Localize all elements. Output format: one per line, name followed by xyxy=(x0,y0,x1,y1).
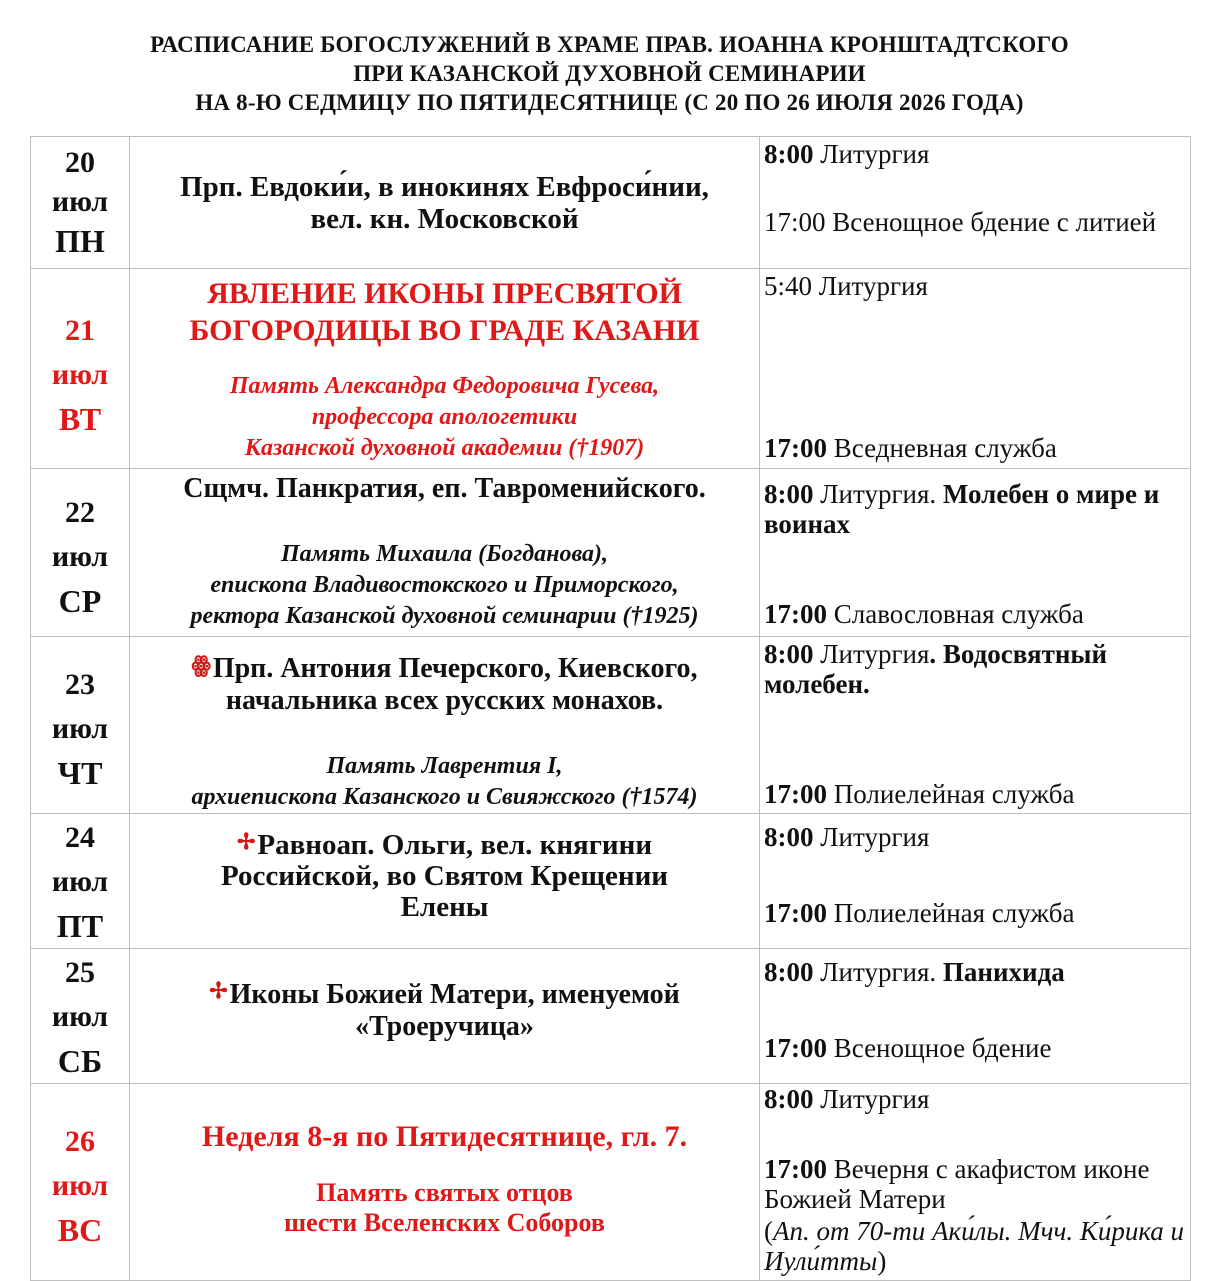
services-cell xyxy=(760,814,1191,949)
date-cell xyxy=(31,469,130,637)
service-evening: 17:00 Вечерня с акафистом иконе Божией Матери xyxy=(764,1154,1150,1214)
rank-symbol-icon: ꙮ xyxy=(191,652,211,677)
memory-line: ректора Казанской духовной семинарии (†1925) xyxy=(190,603,699,629)
services-cell xyxy=(760,137,1191,269)
feast-cell xyxy=(130,637,760,814)
month-label: июл xyxy=(51,540,109,573)
feast-title-line: Неделя 8-я по Пятидесятнице, гл. 7. xyxy=(201,1120,688,1153)
table-row-day-24 xyxy=(31,814,1191,949)
weekday-label: ПН xyxy=(55,223,105,259)
feast-title-line: Сщмч. Панкратия, еп. Тавроменийского. xyxy=(183,473,706,504)
day-number: 25 xyxy=(65,956,95,989)
table-row-day-21 xyxy=(31,269,1191,469)
weekday-label: ВС xyxy=(57,1212,103,1248)
cross-icon: ✢ xyxy=(236,829,256,854)
feast-title-line: ЯВЛЕНИЕ ИКОНЫ ПРЕСВЯТОЙ xyxy=(207,277,682,310)
feast-title-line: Прп. Евдоки́и, в инокинях Евфроси́нии, xyxy=(180,171,709,203)
memory-line: Казанской духовной академии (†1907) xyxy=(244,435,645,461)
service-evening: 17:00 Всенощное бдение с литией xyxy=(764,207,1157,237)
memory-line: Память святых отцов xyxy=(316,1178,573,1207)
service-morning: 8:00 Литургия xyxy=(764,139,930,169)
feast-title-line: начальника всех русских монахов. xyxy=(225,685,664,716)
feast-title-line: БОГОРОДИЦЫ ВО ГРАДЕ КАЗАНИ xyxy=(189,314,700,347)
feast-cell xyxy=(130,269,760,469)
weekday-label: СБ xyxy=(57,1043,103,1079)
date-cell xyxy=(31,637,130,814)
feast-title-line: ✢Равноап. Ольги, вел. княгини xyxy=(130,830,759,861)
day-number: 21 xyxy=(65,314,95,347)
header-line-3: НА 8-Ю СЕДМИЦУ ПО ПЯТИДЕСЯТНИЦЕ (С 20 ПО 26 ИЮЛЯ 2026 ГОДА) xyxy=(195,90,1024,115)
feast-cell xyxy=(130,814,760,949)
feast-title-line: ✢Иконы Божией Матери, именуемой xyxy=(130,979,759,1011)
weekday-label: ПТ xyxy=(56,908,104,944)
day-number: 20 xyxy=(65,146,95,179)
memory-line: профессора апологетики xyxy=(311,404,578,430)
services-cell xyxy=(760,637,1191,814)
day-number: 22 xyxy=(65,496,95,529)
header-line-2: ПРИ КАЗАНСКОЙ ДУХОВНОЙ СЕМИНАРИИ xyxy=(353,61,866,86)
schedule-header xyxy=(0,30,1219,117)
table-row-day-22 xyxy=(31,469,1191,637)
date-cell xyxy=(31,269,130,469)
header-line-1: РАСПИСАНИЕ БОГОСЛУЖЕНИЙ В ХРАМЕ ПРАВ. ИОАННА КРОНШТАДТСКОГО xyxy=(150,32,1069,57)
service-evening: 17:00 Славословная служба xyxy=(764,599,1084,629)
feast-cell xyxy=(130,1084,760,1281)
memory-line: епископа Владивостокского и Приморского, xyxy=(210,572,679,598)
feast-cell xyxy=(130,137,760,269)
date-cell xyxy=(31,137,130,269)
cross-icon: ✢ xyxy=(209,978,228,1003)
service-morning: 8:00 Литургия. Молебен о мире и воинах xyxy=(764,479,1160,539)
day-number: 24 xyxy=(65,821,95,854)
services-cell xyxy=(760,1084,1191,1281)
service-morning: 8:00 Литургия xyxy=(764,1084,930,1114)
month-label: июл xyxy=(51,865,109,898)
service-evening: 17:00 Всенощное бдение xyxy=(764,1033,1052,1063)
month-label: июл xyxy=(51,1169,109,1202)
memory-line: Память Михаила (Богданова), xyxy=(280,541,609,567)
memory-line: шести Вселенских Соборов xyxy=(284,1208,605,1237)
feast-title-line: Российской, во Святом Крещении xyxy=(220,860,668,892)
service-morning: 8:00 Литургия. Водосвятный молебен. xyxy=(764,639,1108,699)
feast-cell xyxy=(130,469,760,637)
services-cell xyxy=(760,469,1191,637)
day-number: 26 xyxy=(65,1125,95,1158)
month-label: июл xyxy=(51,185,109,218)
feast-title-line: «Троеручица» xyxy=(355,1011,534,1042)
memory-line: Память Лаврентия I, xyxy=(326,753,563,779)
feast-title-line: вел. кн. Московской xyxy=(310,203,579,235)
service-note: (Ап. от 70-ти Аки́лы. Мчч. Ки́рика и Иули́тты) xyxy=(764,1216,1185,1276)
feast-title-line: ꙮПрп. Антония Печерского, Киевского, xyxy=(130,653,759,685)
services-cell xyxy=(760,269,1191,469)
table-row-day-23 xyxy=(31,637,1191,814)
service-morning: 8:00 Литургия xyxy=(764,822,930,852)
weekday-label: СР xyxy=(58,583,102,619)
month-label: июл xyxy=(51,358,109,391)
weekday-label: ЧТ xyxy=(57,755,103,791)
date-cell xyxy=(31,949,130,1084)
schedule-table xyxy=(30,136,1191,1281)
table-row-day-20 xyxy=(31,137,1191,269)
table-row-day-26 xyxy=(31,1084,1191,1281)
month-label: июл xyxy=(51,1000,109,1033)
service-morning: 5:40 Литургия xyxy=(764,271,928,301)
weekday-label: ВТ xyxy=(58,401,102,437)
table-row-day-25 xyxy=(31,949,1191,1084)
service-evening: 17:00 Полиелейная служба xyxy=(764,898,1075,928)
month-label: июл xyxy=(51,712,109,745)
day-number: 23 xyxy=(65,668,95,701)
memory-line: архиепископа Казанского и Свияжского (†1574) xyxy=(191,784,698,810)
services-cell xyxy=(760,949,1191,1084)
feast-cell xyxy=(130,949,760,1084)
feast-title-line: Елены xyxy=(400,891,489,923)
memory-line: Память Александра Федоровича Гусева, xyxy=(229,373,660,399)
date-cell xyxy=(31,814,130,949)
service-evening: 17:00 Полиелейная служба xyxy=(764,779,1075,809)
service-evening: 17:00 Вседневная служба xyxy=(764,433,1057,463)
date-cell xyxy=(31,1084,130,1281)
service-morning: 8:00 Литургия. Панихида xyxy=(764,957,1065,987)
